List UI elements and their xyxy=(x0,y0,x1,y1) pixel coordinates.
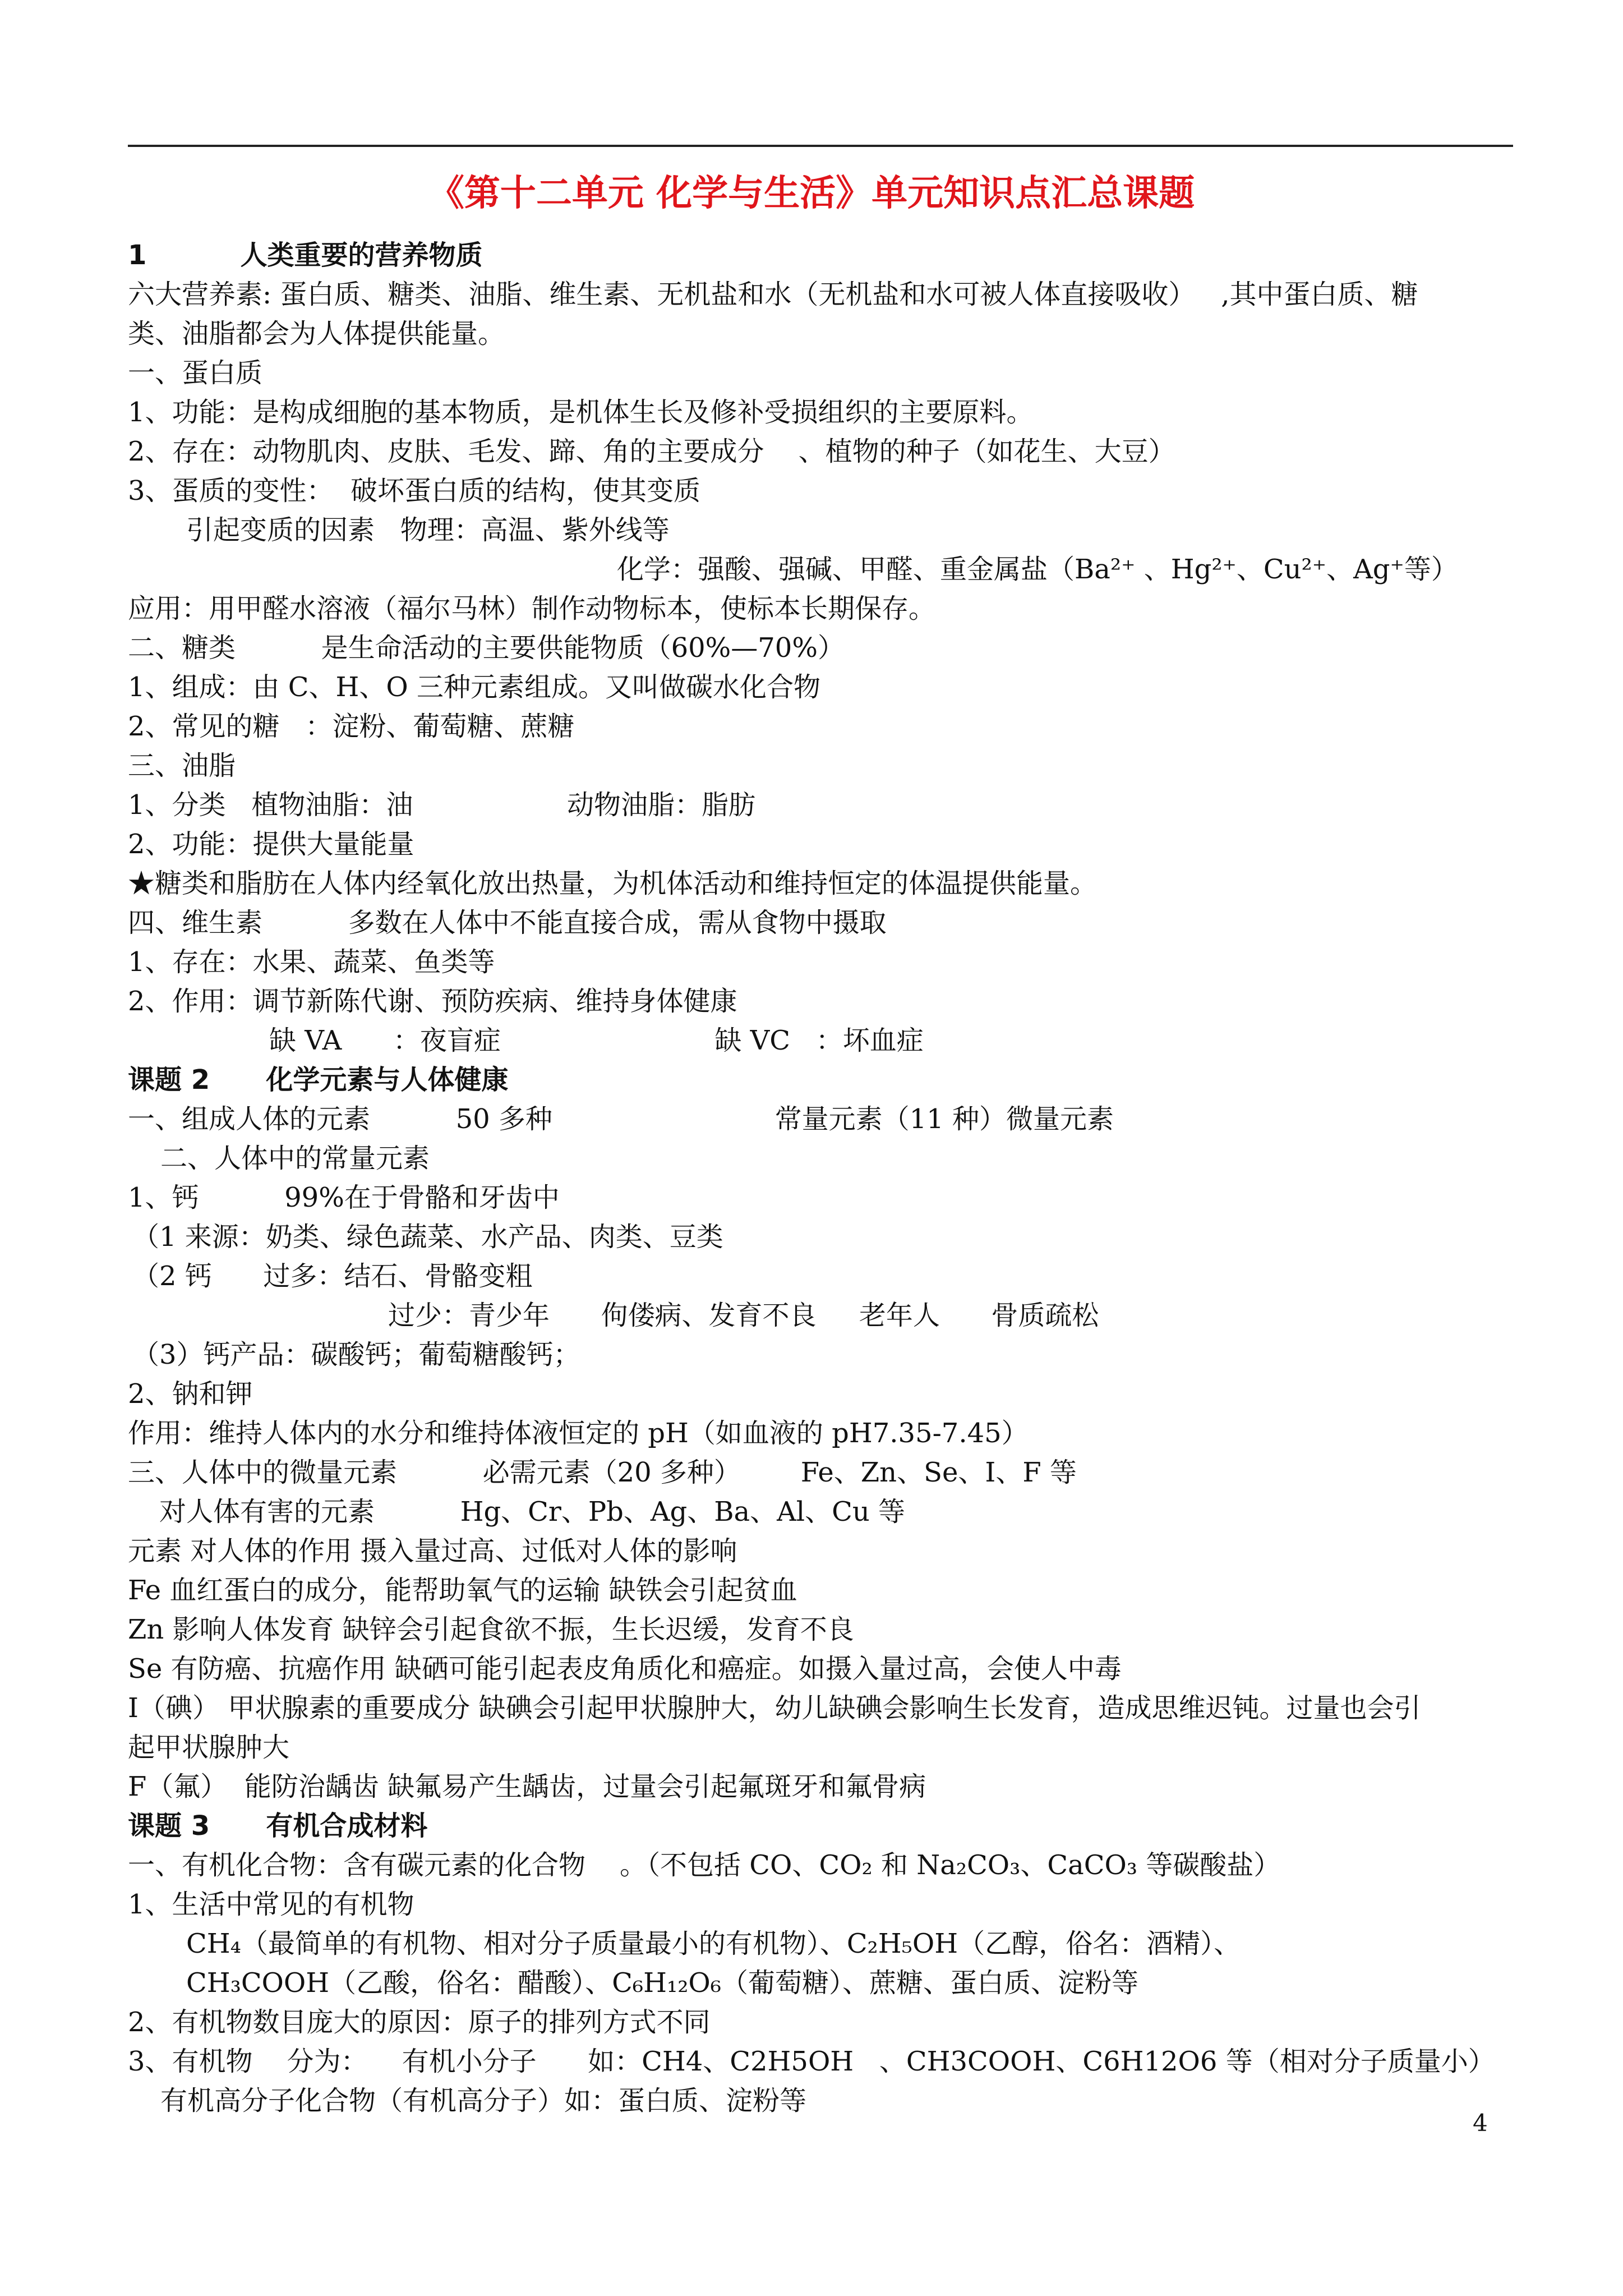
text-line: 1、组成：由 C、H、O 三种元素组成。又叫做碳水化合物 xyxy=(128,671,820,703)
text-line: 有机高分子化合物（有机高分子）如：蛋白质、淀粉等 xyxy=(160,2085,807,2116)
text-line: 2、钠和钾 xyxy=(128,1378,253,1410)
section-heading-3: 课题 3 有机合成材料 xyxy=(128,1810,428,1842)
text-line: 3、有机物 分为： 有机小分子 如：CH4、C2H5OH 、CH3COOH、C6H12O6 等（相对分子质量小） xyxy=(128,2046,1495,2077)
text-line: 2、存在：动物肌肉、皮肤、毛发、蹄、角的主要成分 、植物的种子（如花生、大豆） xyxy=(128,436,1175,467)
text-line: CH₄（最简单的有机物、相对分子质量最小的有机物）、C₂H₅OH（乙醇，俗名：酒精）、 xyxy=(186,1928,1241,1959)
text-line: 一、组成人体的元素 50 多种 常量元素（11 种）微量元素 xyxy=(128,1103,1114,1135)
text-line: （2 钙 过多：结石、骨骼变粗 xyxy=(132,1260,533,1292)
text-line: 三、油脂 xyxy=(128,750,236,781)
text-line: 3、蛋质的变性： 破坏蛋白质的结构，使其变质 xyxy=(128,475,701,507)
text-line: 1、功能：是构成细胞的基本物质，是机体生长及修补受损组织的主要原料。 xyxy=(128,397,1034,428)
text-line: Zn 影响人体发育 缺锌会引起食欲不振，生长迟缓，发育不良 xyxy=(128,1614,854,1645)
text-line: F（氟） 能防治龋齿 缺氟易产生龋齿，过量会引起氟斑牙和氟骨病 xyxy=(128,1771,926,1802)
text-line: 应用：用甲醛水溶液（福尔马林）制作动物标本，使标本长期保存。 xyxy=(128,593,936,624)
section-heading-2: 课题 2 化学元素与人体健康 xyxy=(128,1064,509,1096)
text-line: 三、人体中的微量元素 必需元素（20 多种） Fe、Zn、Se、I、F 等 xyxy=(128,1457,1077,1488)
text-line: ★糖类和脂肪在人体内经氧化放出热量，为机体活动和维持恒定的体温提供能量。 xyxy=(128,868,1098,899)
page-number: 4 xyxy=(1473,2109,1488,2137)
text-line: 1、生活中常见的有机物 xyxy=(128,1889,414,1920)
text-line: 对人体有害的元素 Hg、Cr、Pb、Ag、Ba、Al、Cu 等 xyxy=(159,1496,906,1527)
text-line: 一、蛋白质 xyxy=(128,357,263,389)
text-line: Fe 血红蛋白的成分，能帮助氧气的运输 缺铁会引起贫血 xyxy=(128,1575,797,1606)
text-line: 1、存在：水果、蔬菜、鱼类等 xyxy=(128,946,495,978)
text-line: 四、维生素 多数在人体中不能直接合成，需从食物中摄取 xyxy=(128,907,887,938)
text-line: I（碘） 甲状腺素的重要成分 缺碘会引起甲状腺肿大，幼儿缺碘会影响生长发育，造成思维迟钝。过量也会引 xyxy=(128,1692,1421,1724)
text-line: 2、功能：提供大量能量 xyxy=(128,829,414,860)
header-rule xyxy=(128,145,1513,147)
page-title: 《第十二单元 化学与生活》单元知识点汇总课题 xyxy=(428,173,1195,214)
text-line: 过少：青少年 佝偻病、发育不良 老年人 骨质疏松 xyxy=(388,1300,1099,1331)
text-line: CH₃COOH（乙酸，俗名：醋酸）、C₆H₁₂O₆（葡萄糖）、蔗糖、蛋白质、淀粉等 xyxy=(186,1967,1139,1999)
text-line: 2、常见的糖 ：淀粉、葡萄糖、蔗糖 xyxy=(128,711,575,742)
text-line: 1、钙 99%在于骨骼和牙齿中 xyxy=(128,1182,560,1213)
text-line: 二、人体中的常量元素 xyxy=(160,1143,430,1174)
text-line: 缺 VA ：夜盲症 缺 VC ：坏血症 xyxy=(269,1025,924,1056)
text-line: 2、作用：调节新陈代谢、预防疾病、维持身体健康 xyxy=(128,986,737,1017)
text-line: 1、分类 植物油脂：油 动物油脂：脂肪 xyxy=(128,789,755,821)
text-line: 引起变质的因素 物理：高温、紫外线等 xyxy=(186,514,670,546)
text-line: 六大营养素: 蛋白质、糖类、油脂、维生素、无机盐和水（无机盐和水可被人体直接吸收） ,其中蛋白质、糖 xyxy=(128,279,1418,310)
text-line: 作用：维持人体内的水分和维持体液恒定的 pH（如血液的 pH7.35-7.45） xyxy=(128,1418,1029,1449)
text-line: 一、有机化合物：含有碳元素的化合物 。（不包括 CO、CO₂ 和 Na₂CO₃、CaCO₃ 等碳酸盐） xyxy=(128,1849,1281,1881)
section-heading-1: 1 人类重要的营养物质 xyxy=(128,240,483,271)
text-line: 二、糖类 是生命活动的主要供能物质（60%—70%） xyxy=(128,632,845,664)
text-line: 元素 对人体的作用 摄入量过高、过低对人体的影响 xyxy=(128,1535,737,1567)
text-line: 类、油脂都会为人体提供能量。 xyxy=(128,318,505,349)
text-line: （3）钙产品：碳酸钙；葡萄糖酸钙； xyxy=(132,1339,580,1370)
text-line: 起甲状腺肿大 xyxy=(128,1732,290,1763)
text-line: Se 有防癌、抗癌作用 缺硒可能引起表皮角质化和癌症。如摄入量过高，会使人中毒 xyxy=(128,1653,1122,1685)
text-line: （1 来源：奶类、绿色蔬菜、水产品、肉类、豆类 xyxy=(132,1221,723,1253)
text-line: 2、有机物数目庞大的原因：原子的排列方式不同 xyxy=(128,2007,711,2038)
text-line: 化学：强酸、强碱、甲醛、重金属盐（Ba²⁺ 、Hg²⁺、Cu²⁺、Ag⁺等） xyxy=(617,554,1458,585)
